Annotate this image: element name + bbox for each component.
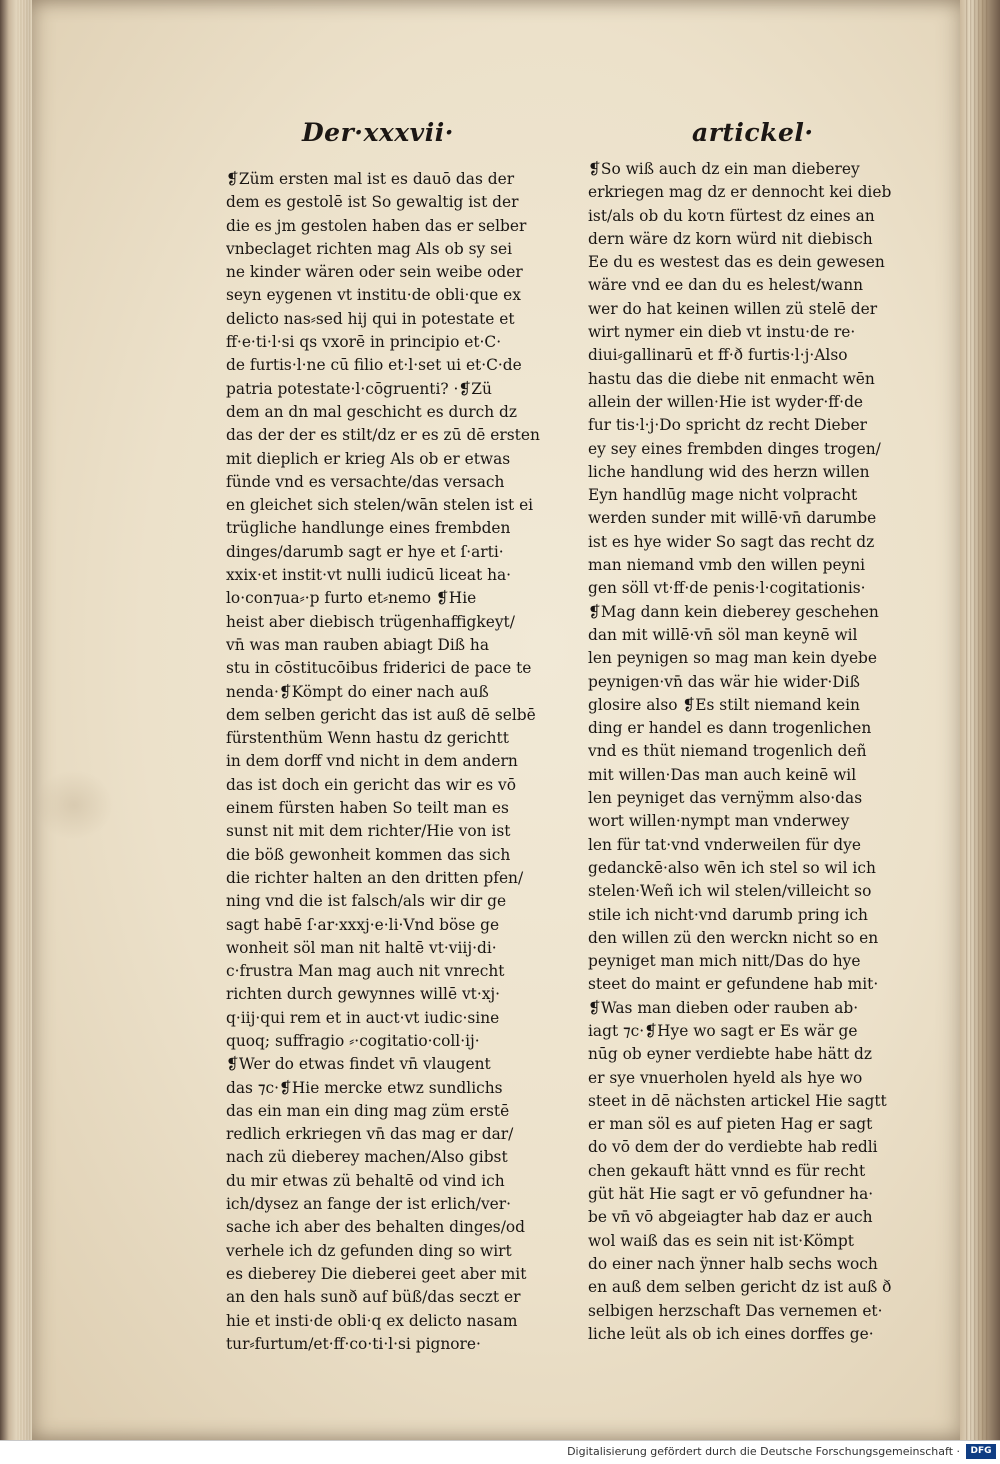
- right-page-stack: [966, 0, 988, 1440]
- text-line: hie et insti·de obli·q ex delicto nasam: [226, 1311, 518, 1330]
- text-line: wol waiß das es sein nit ist·Kömpt: [588, 1231, 854, 1250]
- paper-stain: [34, 770, 114, 840]
- text-line: do einer nach ÿnner halb sechs woch: [588, 1254, 878, 1273]
- text-line: sache ich aber des behalten dinges/od: [226, 1218, 526, 1237]
- text-line: dan mit willē·vn̄ söl man keynē wil: [588, 625, 858, 644]
- text-line: fur tis·l·j·Do spricht dz recht Dieber: [588, 416, 867, 435]
- running-head-right: artickel·: [692, 118, 814, 147]
- text-line: ne kinder wären oder sein weibe oder: [226, 263, 523, 282]
- text-line: ❡Was man dieben oder rauben ab·: [588, 998, 859, 1017]
- text-line: en gleichet sich stelen/wān stelen ist ei: [226, 496, 534, 515]
- text-line: Eyn handlūg mage nicht volpracht: [588, 486, 858, 505]
- text-line: ❡So wiß auch dz ein man dieberey: [588, 160, 860, 178]
- text-line: patria potestate·l·cōgruenti? ·❡Zü: [226, 379, 492, 398]
- left-page-stack: [18, 0, 32, 1440]
- text-line: peyniget man mich nitt/Das do hye: [588, 952, 861, 971]
- text-line: erkriegen mag dz er dennocht kei dieb: [588, 183, 892, 202]
- text-line: ey sey eines frembden dinges trogen/: [588, 439, 881, 458]
- text-line: vnbeclaget richten mag Als ob sy sei: [226, 239, 512, 258]
- text-line: er man söl es auf pieten Hag er sagt: [588, 1115, 873, 1134]
- text-line: iagt ⁊c·❡Hye wo sagt er Es wär ge: [588, 1021, 858, 1040]
- text-line: de furtis·l·ne cū filio et·l·set ui et·C·de: [226, 356, 522, 375]
- text-line: ❡Mag dann kein dieberey geschehen: [588, 602, 879, 621]
- footer-bar: [0, 1440, 1000, 1464]
- text-line: wirt nymer ein dieb vt instu·de re·: [588, 323, 856, 342]
- text-line: sagt habē ſ·ar·xxxj·e·li·Vnd böse ge: [226, 915, 500, 934]
- text-line: tur⸗furtum/et·ff·co·ti·l·si pignore·: [226, 1334, 481, 1353]
- text-line: hastu das die diebe nit enmacht wēn: [588, 369, 875, 388]
- text-line: nach zü dieberey machen/Also gibst: [226, 1148, 508, 1167]
- text-line: vnd es thüt niemand trogenlich deñ: [588, 742, 867, 761]
- text-line: nūg ob eyner verdiebte habe hätt dz: [588, 1045, 872, 1064]
- text-line: do vō dem der do verdiebte hab redli: [588, 1138, 878, 1157]
- text-line: an den hals sunð auf büß/das seczt er: [226, 1288, 521, 1307]
- text-line: güt hät Hie sagt er vō gefundner ha·: [588, 1185, 874, 1204]
- text-line: glosire also ❡Es stilt niemand kein: [588, 695, 860, 714]
- text-line: dem selben gericht das ist auß dē selbē: [226, 705, 536, 724]
- text-line: allein der willen·Hie ist wyder·ff·de: [588, 392, 864, 411]
- text-line: er sye vnuerholen hyeld als hye wo: [588, 1068, 863, 1087]
- text-line: wer do hat keinen willen zü stelē der: [588, 299, 878, 318]
- text-line: du mir etwas zü behaltē od vind ich: [226, 1171, 505, 1190]
- text-line: chen gekauft hätt vnnd es für recht: [588, 1161, 866, 1180]
- dfg-logo-icon: DFG: [966, 1444, 996, 1459]
- text-line: ist/als ob du koτn fürtest dz eines an: [588, 206, 875, 225]
- text-line: gen söll vt·ff·de penis·l·cogitationis·: [588, 579, 866, 598]
- text-line: fünde vnd es versachte/das versach: [226, 472, 505, 491]
- text-line: liche leüt als ob ich eines dorffes ge·: [588, 1324, 874, 1343]
- text-line: das ⁊c·❡Hie mercke etwz sundlichs: [226, 1078, 503, 1097]
- text-line: steet do maint er gefundene hab mit·: [588, 975, 879, 994]
- text-line: ning vnd die ist falsch/als wir dir ge: [226, 892, 507, 911]
- text-line: en auß dem selben gericht dz ist auß ð: [588, 1278, 892, 1297]
- text-line: redlich erkriegen vn̄ das mag er dar/: [226, 1125, 514, 1144]
- text-line: die richter halten an den dritten pfen/: [226, 868, 524, 887]
- text-line: peynigen·vn̄ das wär hie wider·Diß: [588, 672, 860, 691]
- text-line: den willen zü den werckn nicht so en: [588, 928, 879, 947]
- text-line: wäre vnd ee dan du es helest/wann: [588, 276, 864, 295]
- text-line: Ee du es westest das es dein gewesen: [588, 253, 885, 272]
- text-line: steet in dē nächsten artickel Hie sagtt: [588, 1091, 887, 1110]
- text-line: dem es gestolē ist So gewaltig ist der: [226, 193, 519, 212]
- text-line: man niemand vmb den willen peyni: [588, 556, 866, 575]
- text-line: len für tat·vnd vnderweilen für dye: [588, 835, 861, 854]
- text-line: mit willen·Das man auch keinē wil: [588, 765, 857, 784]
- text-line: heist aber diebisch trügenhaffigkeyt/: [226, 612, 515, 631]
- running-head-left: Der·xxxvii·: [302, 118, 454, 147]
- text-line: die böß gewonheit kommen das sich: [226, 845, 511, 864]
- text-line: gedanckē·also wēn ich stel so wil ich: [588, 858, 876, 877]
- text-line: sunst nit mit dem richter/Hie von ist: [226, 822, 511, 841]
- text-line: ich/dysez an fange der ist erlich/ver·: [226, 1195, 511, 1214]
- text-line: das ist doch ein gericht das wir es vō: [226, 775, 516, 794]
- text-line: diui⸗gallinarū et ff·ð furtis·l·j·Also: [588, 346, 848, 365]
- text-line: werden sunder mit willē·vn̄ darumbe: [588, 509, 877, 528]
- text-line: einem fürsten haben So teilt man es: [226, 799, 509, 818]
- text-line: nenda·❡Kömpt do einer nach auß: [226, 682, 489, 701]
- text-line: ding er handel es dann trogenlichen: [588, 719, 872, 738]
- text-line: xxix·et instit·vt nulli iudicū liceat ha·: [226, 566, 512, 585]
- text-line: die es jm gestolen haben das er selber: [226, 216, 527, 235]
- text-line: verhele ich dz gefunden ding so wirt: [226, 1241, 512, 1260]
- text-line: liche handlung wid des herzn willen: [588, 462, 870, 481]
- text-line: richten durch gewynnes willē vt·xj·: [226, 985, 501, 1004]
- text-line: dem an dn mal geschicht es durch dz: [226, 402, 517, 421]
- left-text-column: [226, 168, 546, 1356]
- text-line: quoq; suffragio ⸗·cogitatio·coll·ij·: [226, 1031, 480, 1050]
- text-line: c·frustra Man mag auch nit vnrecht: [226, 962, 505, 981]
- text-line: stile ich nicht·vnd darumb pring ich: [588, 905, 868, 924]
- text-line: stu in cōstitucōibus friderici de pace te: [226, 659, 532, 678]
- text-line: delicto nas⸗sed hij qui in potestate et: [226, 309, 515, 328]
- text-line: ❡Wer do etwas findet vn̄ vlaugent: [226, 1055, 491, 1074]
- text-line: in dem dorff vnd nicht in dem andern: [226, 752, 518, 771]
- text-line: wonheit söl man nit haltē vt·viij·di·: [226, 938, 497, 957]
- text-line: fürstenthüm Wenn hastu dz gerichtt: [226, 729, 509, 748]
- funding-credit: Digitalisierung gefördert durch die Deutsche Forschungsgemeinschaft ·: [567, 1445, 960, 1458]
- text-line: selbigen herzschaft Das vernemen et·: [588, 1301, 883, 1320]
- text-line: len peynigen so mag man kein dyebe: [588, 649, 878, 668]
- text-line: stelen·Weñ ich wil stelen/villeicht so: [588, 882, 872, 901]
- text-line: das der der es stilt/dz er es zū dē ersten: [226, 426, 540, 445]
- text-line: trügliche handlunge eines frembden: [226, 519, 511, 538]
- text-line: q·iij·qui rem et in auct·vt iudic·sine: [226, 1008, 500, 1027]
- text-line: lo·con⁊ua⸗·p furto et⸗nemo ❡Hie: [226, 589, 477, 608]
- text-line: wort willen·nympt man vnderwey: [588, 812, 850, 831]
- text-line: vn̄ was man rauben abiagt Diß ha: [226, 635, 490, 654]
- text-line: mit dieplich er krieg Als ob er etwas: [226, 449, 511, 468]
- text-line: be vn̄ vō abgeiagter hab daz er auch: [588, 1208, 873, 1227]
- text-line: ff·e·ti·l·si qs vxorē in principio et·C·: [226, 333, 502, 352]
- text-line: das ein man ein ding mag züm erstē: [226, 1101, 510, 1120]
- text-line: dern wäre dz korn würd nit diebisch: [588, 229, 873, 248]
- text-line: ❡Züm ersten mal ist es dauō das der: [226, 170, 515, 188]
- text-line: dinges/darumb sagt er hye et ſ·arti·: [226, 542, 504, 561]
- text-line: seyn eygenen vt institu·de obli·que ex: [226, 286, 521, 305]
- text-line: ist es hye wider So sagt das recht dz: [588, 532, 875, 551]
- right-text-column: [588, 158, 908, 1346]
- text-line: len peyniget das vernÿmm also·das: [588, 789, 863, 808]
- text-line: es dieberey Die dieberei geet aber mit: [226, 1264, 527, 1283]
